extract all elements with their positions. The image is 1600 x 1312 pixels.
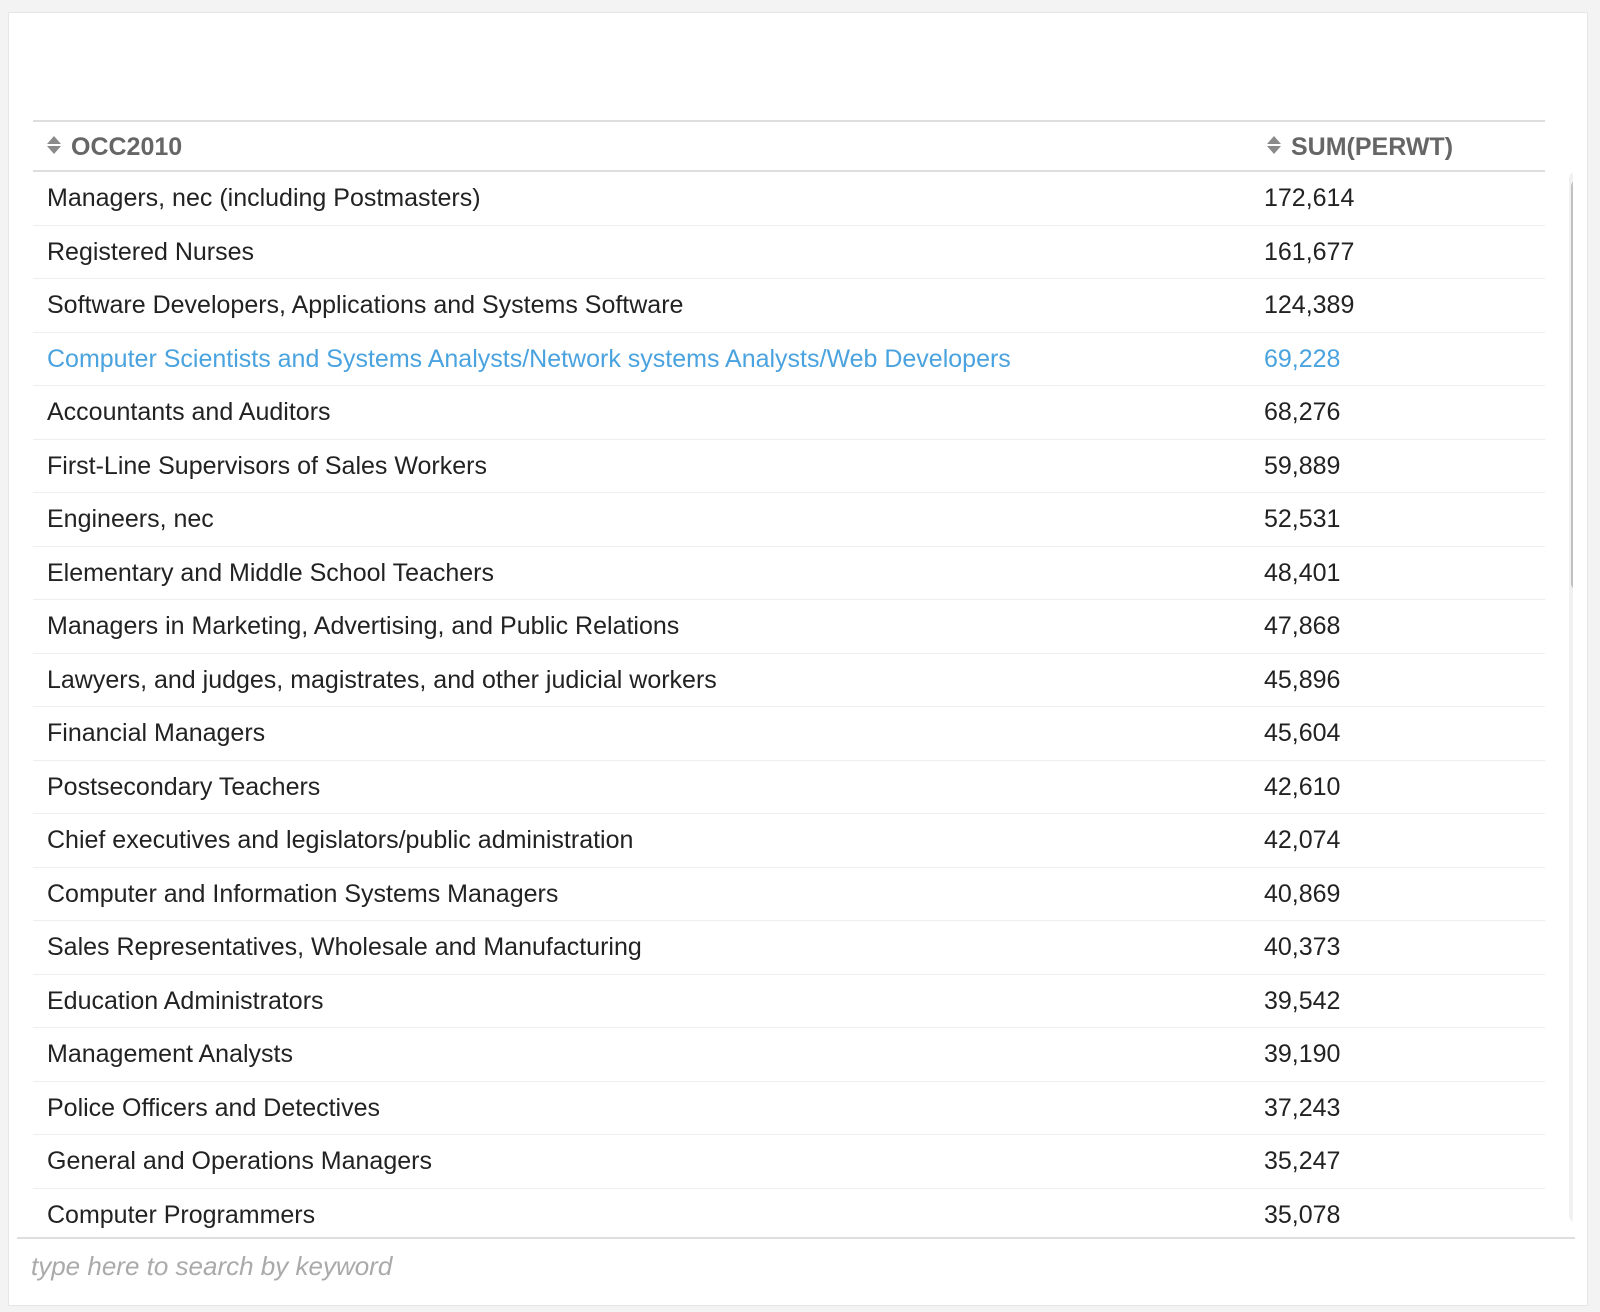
cell-sum-perwt: 45,604 (1264, 719, 1341, 747)
table-row[interactable] (33, 226, 1545, 280)
table-row[interactable] (33, 386, 1545, 440)
cell-sum-perwt: 48,401 (1264, 558, 1341, 587)
table-body (33, 172, 1573, 1228)
cell-occupation: Software Developers, Applications and Systems Software (47, 291, 684, 319)
cell-sum-perwt: 42,074 (1264, 826, 1341, 854)
cell-occupation: Computer Scientists and Systems Analysts/Network systems Analysts/Web Developers (47, 344, 1011, 373)
table-rows (33, 172, 1545, 1228)
table-row[interactable] (33, 600, 1545, 654)
cell-sum-perwt: 40,373 (1264, 933, 1341, 961)
sort-icon[interactable] (47, 134, 61, 156)
cell-occupation: Elementary and Middle School Teachers (47, 558, 495, 587)
table-row[interactable] (33, 333, 1545, 387)
cell-sum-perwt: 35,247 (1264, 1147, 1341, 1175)
table-row[interactable] (33, 547, 1545, 601)
table-row[interactable] (33, 1135, 1545, 1189)
table-row[interactable] (33, 761, 1545, 815)
sort-icon[interactable] (1267, 134, 1281, 156)
table-row[interactable] (33, 975, 1545, 1029)
cell-sum-perwt: 172,614 (1264, 184, 1355, 212)
cell-sum-perwt: 124,389 (1264, 291, 1355, 319)
cell-sum-perwt: 35,078 (1264, 1200, 1341, 1228)
table-row[interactable] (33, 707, 1545, 761)
cell-occupation: Accountants and Auditors (47, 398, 331, 426)
table-row[interactable] (33, 440, 1545, 494)
cell-occupation: Management Analysts (47, 1040, 293, 1068)
data-table (33, 120, 1573, 1228)
search-input[interactable] (17, 1237, 1575, 1293)
column-header-label: OCC2010 (71, 133, 183, 161)
cell-occupation: Computer Programmers (47, 1200, 316, 1228)
table-row[interactable] (33, 1028, 1545, 1082)
cell-sum-perwt: 37,243 (1264, 1093, 1341, 1122)
cell-sum-perwt: 68,276 (1264, 398, 1341, 426)
table-row[interactable] (33, 814, 1545, 868)
cell-sum-perwt: 69,228 (1264, 344, 1341, 373)
table-row[interactable] (33, 172, 1545, 226)
cell-occupation: Registered Nurses (47, 237, 255, 266)
cell-occupation: Financial Managers (47, 719, 266, 747)
cell-occupation: First-Line Supervisors of Sales Workers (47, 451, 487, 480)
table-row[interactable] (33, 493, 1545, 547)
cell-occupation: Computer and Information Systems Managers (47, 879, 559, 908)
cell-sum-perwt: 161,677 (1264, 237, 1355, 266)
cell-occupation: Lawyers, and judges, magistrates, and other judicial workers (47, 665, 717, 694)
scrollbar-thumb[interactable] (1571, 180, 1573, 590)
table-row[interactable] (33, 1082, 1545, 1136)
cell-occupation: Postsecondary Teachers (47, 772, 321, 801)
cell-occupation: Managers, nec (including Postmasters) (47, 184, 481, 212)
cell-occupation: Sales Representatives, Wholesale and Manufacturing (47, 933, 642, 961)
table-row[interactable] (33, 279, 1545, 333)
table-row[interactable] (33, 1189, 1545, 1229)
table-row[interactable] (33, 921, 1545, 975)
cell-sum-perwt: 59,889 (1264, 451, 1341, 480)
cell-sum-perwt: 39,542 (1264, 986, 1341, 1015)
table-header (33, 120, 1545, 172)
table-widget-panel (8, 12, 1588, 1306)
cell-sum-perwt: 47,868 (1264, 612, 1341, 640)
column-header-sum-perwt[interactable] (1267, 122, 1453, 170)
column-header-label: SUM(PERWT) (1291, 133, 1454, 161)
cell-sum-perwt: 40,869 (1264, 879, 1341, 908)
table-row[interactable] (33, 654, 1545, 708)
cell-occupation: Managers in Marketing, Advertising, and Public Relations (47, 612, 680, 640)
cell-sum-perwt: 45,896 (1264, 665, 1341, 694)
cell-occupation: Engineers, nec (47, 505, 214, 533)
cell-sum-perwt: 39,190 (1264, 1040, 1341, 1068)
cell-sum-perwt: 52,531 (1264, 505, 1341, 533)
table-row[interactable] (33, 868, 1545, 922)
cell-sum-perwt: 42,610 (1264, 772, 1341, 801)
cell-occupation: General and Operations Managers (47, 1147, 432, 1175)
cell-occupation: Chief executives and legislators/public administration (47, 826, 634, 854)
cell-occupation: Police Officers and Detectives (47, 1093, 381, 1122)
cell-occupation: Education Administrators (47, 986, 324, 1015)
column-header-occ2010[interactable] (47, 122, 182, 170)
